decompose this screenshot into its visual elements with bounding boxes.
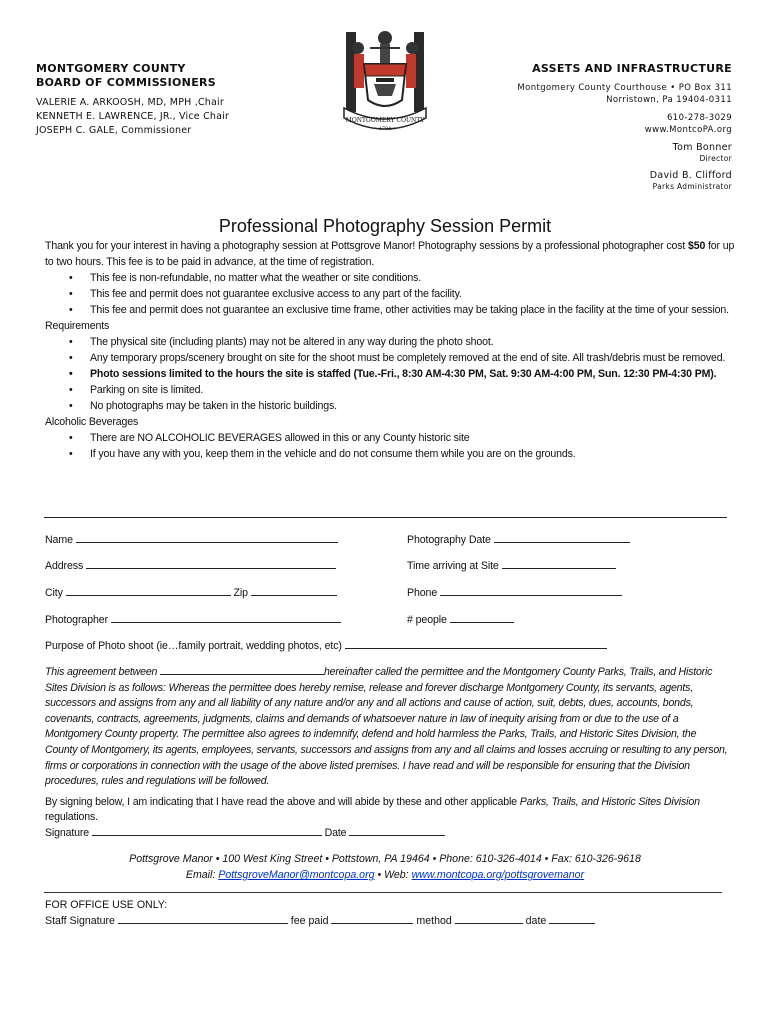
administrator-name: David B. Clifford <box>649 170 732 181</box>
board-header <box>36 62 229 138</box>
session-price: $50 <box>687 240 706 252</box>
signature-line[interactable] <box>45 825 728 841</box>
address-line-1: Montgomery County Courthouse • PO Box 311 <box>517 83 732 93</box>
people-count-label: # people <box>407 614 447 626</box>
method-label: method <box>416 915 452 927</box>
site-online-contact <box>0 867 770 883</box>
director-name: Tom Bonner <box>672 142 732 153</box>
list-item: • The physical site (including plants) may not be altered in any way during the photo shoot. <box>45 334 735 350</box>
intro-paragraph <box>45 238 735 270</box>
office-date-label: date <box>525 915 547 927</box>
phone-field[interactable] <box>407 585 622 600</box>
department-name: ASSETS AND INFRASTRUCTURE <box>532 62 732 75</box>
commissioner-1: VALERIE A. ARKOOSH, MD, MPH ,Chair <box>36 97 224 108</box>
fee-list <box>45 270 735 318</box>
email-link[interactable]: PottsgroveManor@montcopa.org <box>218 869 375 881</box>
department-website: www.MontcoPA.org <box>644 125 732 135</box>
site-address: Pottsgrove Manor • 100 West King Street • Pottstown, PA 19464 • Phone: 610-326-4014 • Fax: 610-326-9618 <box>129 853 641 865</box>
address-label: Address <box>45 560 84 572</box>
requirements-heading: Requirements <box>45 320 110 332</box>
site-contact-footer <box>0 851 770 883</box>
commissioner-2: KENNETH E. LAWRENCE, JR., Vice Chair <box>36 111 230 122</box>
release-agreement <box>45 664 728 790</box>
city-label: City <box>45 587 63 599</box>
section-divider <box>44 517 727 518</box>
administrator-title: Parks Administrator <box>652 182 732 191</box>
website-link[interactable]: www.montcopa.org/pottsgrovemanor <box>411 869 585 881</box>
list-item: • If you have any with you, keep them in the vehicle and do not consume them while you are on the grounds. <box>45 446 735 462</box>
department-phone: 610-278-3029 <box>666 113 732 123</box>
seal-year: 1784 <box>378 126 392 132</box>
permittee-name-field[interactable] <box>160 664 324 675</box>
signature-date-label: Date <box>324 827 347 839</box>
office-use-heading: FOR OFFICE USE ONLY: <box>45 899 168 911</box>
director-title: Director <box>699 154 732 163</box>
photography-date-label: Photography Date <box>407 534 491 546</box>
list-item: • Any temporary props/scenery brought on site for the shoot must be completely removed at the end of site. All trash/debris must be removed. <box>45 350 735 366</box>
purpose-label: Purpose of Photo shoot (ie…family portrait, wedding photos, etc) <box>45 640 342 652</box>
signing-statement <box>45 795 728 825</box>
address-line-2: Norristown, Pa 19404-0311 <box>606 95 732 105</box>
county-name: MONTGOMERY COUNTY <box>36 62 186 75</box>
time-arriving-field[interactable] <box>407 558 616 573</box>
signature-label: Signature <box>45 827 89 839</box>
signature-section <box>45 795 728 841</box>
phone-label: Phone <box>407 587 438 599</box>
signing-text: By signing below, I am indicating that I have read the above and will abide by these and other applicable <box>45 796 520 808</box>
photography-date-field[interactable] <box>407 532 630 547</box>
department-header <box>517 62 732 192</box>
seal-banner-text: MONTGOMERY COUNTY <box>345 117 425 124</box>
list-item: • This fee is non-refundable, no matter what the weather or site conditions. <box>45 270 735 286</box>
name-field[interactable] <box>45 532 338 547</box>
staff-signature-label: Staff Signature <box>45 915 115 927</box>
email-label: Email: <box>185 869 216 881</box>
intro-text: Thank you for your interest in having a photography session at Pottsgrove Manor! Photography sessions by a professional photographer cost <box>45 240 688 252</box>
commissioner-list <box>36 96 229 138</box>
list-item: • Photo sessions limited to the hours the site is staffed (Tue.-Fri., 8:30 AM-4:30 PM, Sat. 9:30 AM-4:00 PM, Sun. 12:30 PM-4:30 PM). <box>45 366 735 382</box>
county-seal-logo <box>340 26 430 134</box>
list-item: • This fee and permit does not guarantee exclusive access to any part of the facility. <box>45 286 735 302</box>
office-divider <box>44 892 722 893</box>
web-label: • Web: <box>377 869 409 881</box>
alcohol-list <box>45 430 735 462</box>
agreement-text: hereinafter called the permittee and the Montgomery County Parks, Trails, and Historic Sites Division is as follows: Whereas the permittee does hereby remise, release and forever discharge Montgomery County, its servants, agents, successors and assigns from any and all liability of any nature and/or any and all actions and cause of action, suit, debts, dues, accounts, bonds, covenants, contracts, agreements, judgments, claims and demands of whatsoever nature in law of inequity arising from or due to the use of a Montgomery County property. The permittee also agrees to indemnify, defend and hold harmless the Parks, Trails, and Historic Sites Division, the County of Montgomery, its agents, employees, servants, successors and assigns from any and all claims and losses accruing or resulting to any person, firms or corporations in connection with the usage of the above listed premises. I have read and will be responsible for ensuring that the Division procedures, rules and regulations will be followed. <box>45 666 728 788</box>
list-item: • No photographs may be taken in the historic buildings. <box>45 398 735 414</box>
page-title: Professional Photography Session Permit <box>218 216 552 236</box>
photographer-field[interactable] <box>45 612 341 627</box>
address-field[interactable] <box>45 558 336 573</box>
board-name: BOARD OF COMMISSIONERS <box>36 76 216 89</box>
office-use-fields[interactable] <box>45 913 595 929</box>
signing-text-end: regulations. <box>45 811 98 823</box>
purpose-field[interactable] <box>45 638 607 653</box>
photographer-label: Photographer <box>45 614 108 626</box>
people-count-field[interactable] <box>407 612 514 627</box>
office-use-section <box>45 898 595 929</box>
city-field[interactable] <box>45 585 337 600</box>
division-name: Parks, Trails, and Historic Sites Division <box>519 796 700 808</box>
list-item: • There are NO ALCOHOLIC BEVERAGES allowed in this or any County historic site <box>45 430 735 446</box>
fee-paid-label: fee paid <box>290 915 329 927</box>
list-item: • This fee and permit does not guarantee an exclusive time frame, other activities may be taking place in the facility at the time of your session. <box>45 302 735 318</box>
commissioner-3: JOSEPH C. GALE, Commissioner <box>36 125 192 136</box>
intro-text-end: for up to two hours. This fee is to be paid in advance, at the time of registration. <box>45 240 735 268</box>
requirements-list <box>45 334 735 414</box>
list-item: • Parking on site is limited. <box>45 382 735 398</box>
permit-terms <box>45 238 735 462</box>
time-arriving-label: Time arriving at Site <box>407 560 499 572</box>
name-label: Name <box>45 534 73 546</box>
alcohol-heading: Alcoholic Beverages <box>45 416 139 428</box>
zip-label: Zip <box>233 587 248 599</box>
agreement-lead: This agreement between <box>45 666 158 678</box>
